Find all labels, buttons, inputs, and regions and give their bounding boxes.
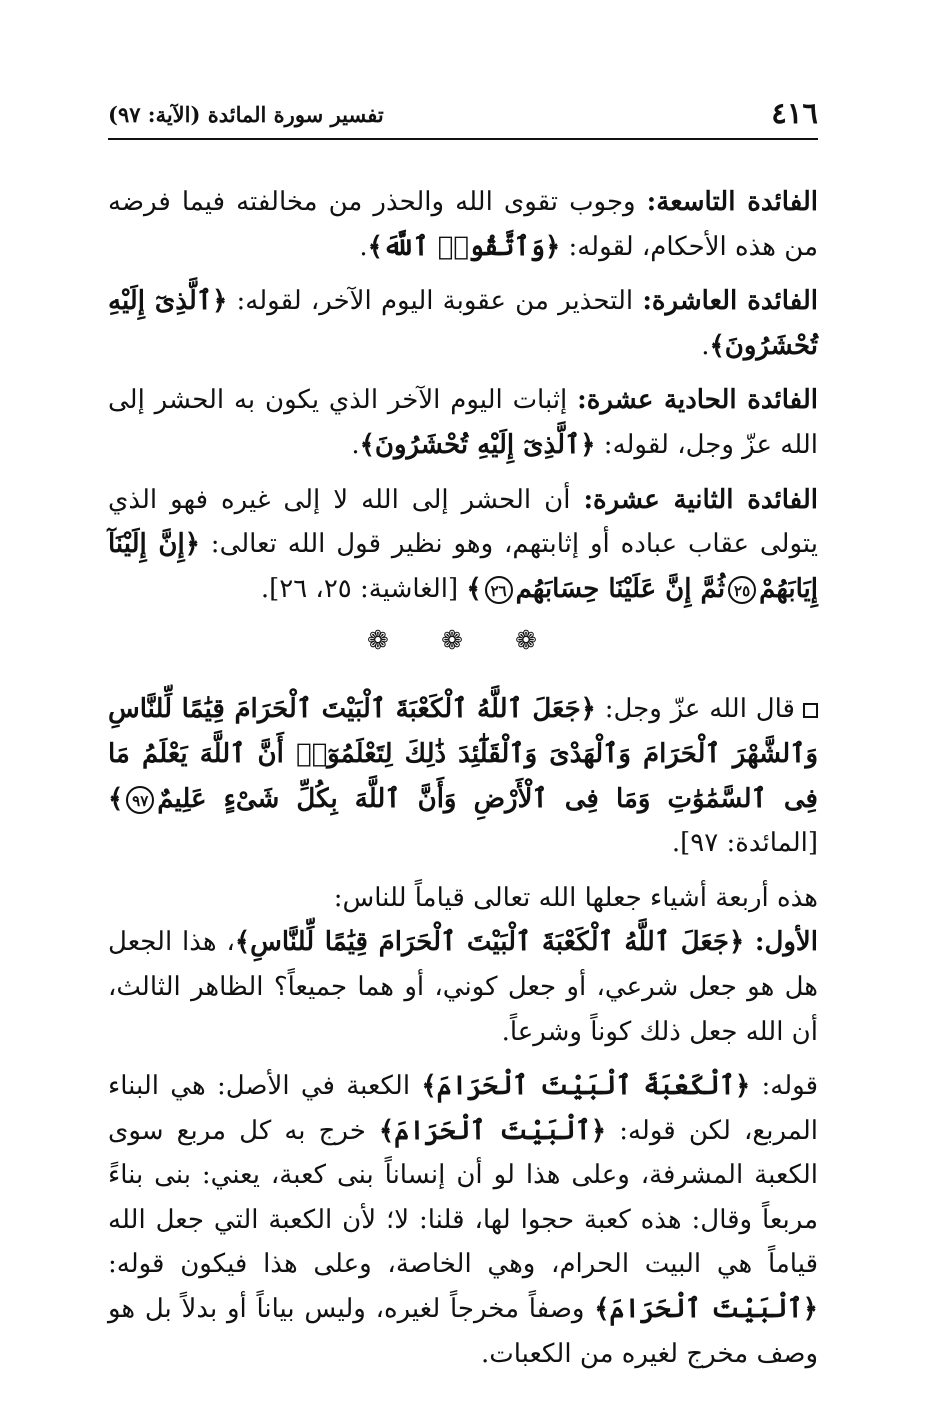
verse-paragraph — [108, 687, 818, 865]
punctuation: . — [701, 330, 710, 361]
ayah-number-marker: ٢٦ — [485, 576, 513, 604]
benefit-label: الفائدة العاشرة: — [642, 286, 818, 317]
quran-quote-close: ﴾ — [108, 783, 124, 814]
page-number: ٤١٦ — [771, 96, 818, 130]
quran-quote: ﴿ٱلَّذِىٓ إِلَيْهِ تُحْشَرُونَ﴾ — [359, 429, 596, 460]
punctuation: . — [351, 429, 360, 460]
benefit-label: الفائدة الثانية عشرة: — [583, 484, 818, 515]
benefit-label: الفائدة التاسعة: — [646, 187, 818, 217]
paragraph-text: التحذير من عقوبة اليوم الآخر، لقوله: — [227, 286, 643, 317]
benefit-9-paragraph — [108, 180, 818, 269]
verse-intro: قال الله عزّ وجل: — [595, 694, 795, 725]
running-title: تفسير سورة المائدة (الآية: ٩٧) — [108, 102, 384, 127]
paragraph-text: خرج به كل مربع سوى الكعبة المشرفة، وعلى هذا لو أن إنساناً بنى كعبة، يعني: بنى بناءً مربعاً وقال: هذه كعبة حجوا لها، قلنا: لا؛ لأن الكعبة التي جعل الله قياماً هي البيت الحرام، وهي الخاصة، وعلى هذا فيكون قوله: — [108, 1115, 818, 1280]
quran-quote: ثُمَّ إِنَّ عَلَيْنَا حِسَابَهُم — [515, 573, 726, 604]
benefit-12-paragraph — [108, 478, 818, 612]
square-bullet-icon — [803, 703, 818, 718]
section-separator: ❁ ❁ ❁ — [367, 626, 559, 657]
surah-reference: [المائدة: ٩٧]. — [671, 828, 818, 859]
punctuation: . — [359, 231, 368, 262]
quran-quote: ﴿ٱلْبَيْتَ ٱلْحَرَامَ﴾ — [378, 1115, 607, 1146]
first-item-paragraph — [108, 920, 818, 1054]
paragraph-text: وجوب تقوى الله والحذر من مخالفته فيما فرضه من هذه الأحكام، لقوله: — [108, 187, 818, 262]
paragraph-text: وصفاً مخرجاً لغيره، وليس بياناً أو بدلاً بل هو وصف مخرج لغيره من الكعبات. — [108, 1294, 818, 1369]
quran-quote: ﴿ٱلْكَعْبَةَ ٱلْبَيْتَ ٱلْحَرَامَ﴾ — [421, 1071, 751, 1102]
paragraph-text: أن الحشر إلى الله لا إلى غيره فهو الذي يتولى عقاب عباده أو إثابتهم، وهو نظير قول الله تعالى: — [108, 484, 818, 560]
paragraph-text: قوله: — [750, 1071, 818, 1102]
page-header — [108, 92, 818, 140]
ayah-number-marker: ٢٥ — [728, 576, 756, 604]
intro-paragraph — [108, 876, 818, 921]
kaaba-paragraph — [108, 1064, 818, 1376]
benefit-10-paragraph — [108, 279, 818, 368]
quran-quote-close: ﴾ — [466, 573, 482, 604]
quran-quote: ﴿ٱلَّذِىٓ إِلَيْهِ تُحْشَرُونَ﴾ — [108, 286, 818, 361]
benefit-label: الفائدة الحادية عشرة: — [577, 385, 818, 416]
paragraph-text: الكعبة في الأصل: هي البناء المربع، لكن قوله: — [108, 1071, 818, 1146]
quran-verse: ﴿جَعَلَ ٱللَّهُ ٱلْكَعْبَةَ ٱلْبَيْتَ ٱلْحَرَامَ قِيَٰمًا لِّلنَّاسِ وَٱلشَّهْرَ ٱلْحَرَامَ وَٱلْهَدْىَ وَٱلْقَلَٰٓئِدَ ذَٰلِكَ لِتَعْلَمُوٓا۟ أَنَّ ٱللَّهَ يَعْلَمُ مَا فِى ٱلسَّمَٰوَٰتِ وَمَا فِى ٱلْأَرْضِ وَأَنَّ ٱللَّهَ بِكُلِّ شَىْءٍ عَلِيمٌ — [108, 694, 818, 814]
paragraph-text: إثبات اليوم الآخر الذي يكون به الحشر إلى الله عزّ وجل، لقوله: — [108, 385, 818, 460]
item-label: الأول: — [754, 927, 818, 958]
quran-quote: ﴿جَعَلَ ٱللَّهُ ٱلْكَعْبَةَ ٱلْبَيْتَ ٱلْحَرَامَ قِيَٰمًا لِّلنَّاسِ﴾ — [234, 927, 755, 958]
quran-quote: ﴿وَٱتَّقُوا۟ ٱللَّهَ﴾ — [367, 231, 561, 262]
quran-quote: ﴿إِنَّ إِلَيْنَآ إِيَابَهُمْ — [108, 529, 818, 604]
benefit-11-paragraph — [108, 378, 818, 467]
page-body — [108, 180, 818, 1386]
ayah-number-marker: ٩٧ — [126, 786, 154, 814]
quran-quote: ﴿ٱلْبَيْتَ ٱلْحَرَامَ﴾ — [594, 1294, 818, 1325]
surah-reference: [الغاشية: ٢٥، ٢٦]. — [260, 573, 467, 604]
paragraph-text: ، هذا الجعل هل هو جعل شرعي، أو جعل كوني، أو هما جميعاً؟ الظاهر الثالث، أن الله جعل ذلك كوناً وشرعاً. — [108, 927, 818, 1047]
paragraph-text: هذه أربعة أشياء جعلها الله تعالى قياماً للناس: — [333, 882, 818, 913]
